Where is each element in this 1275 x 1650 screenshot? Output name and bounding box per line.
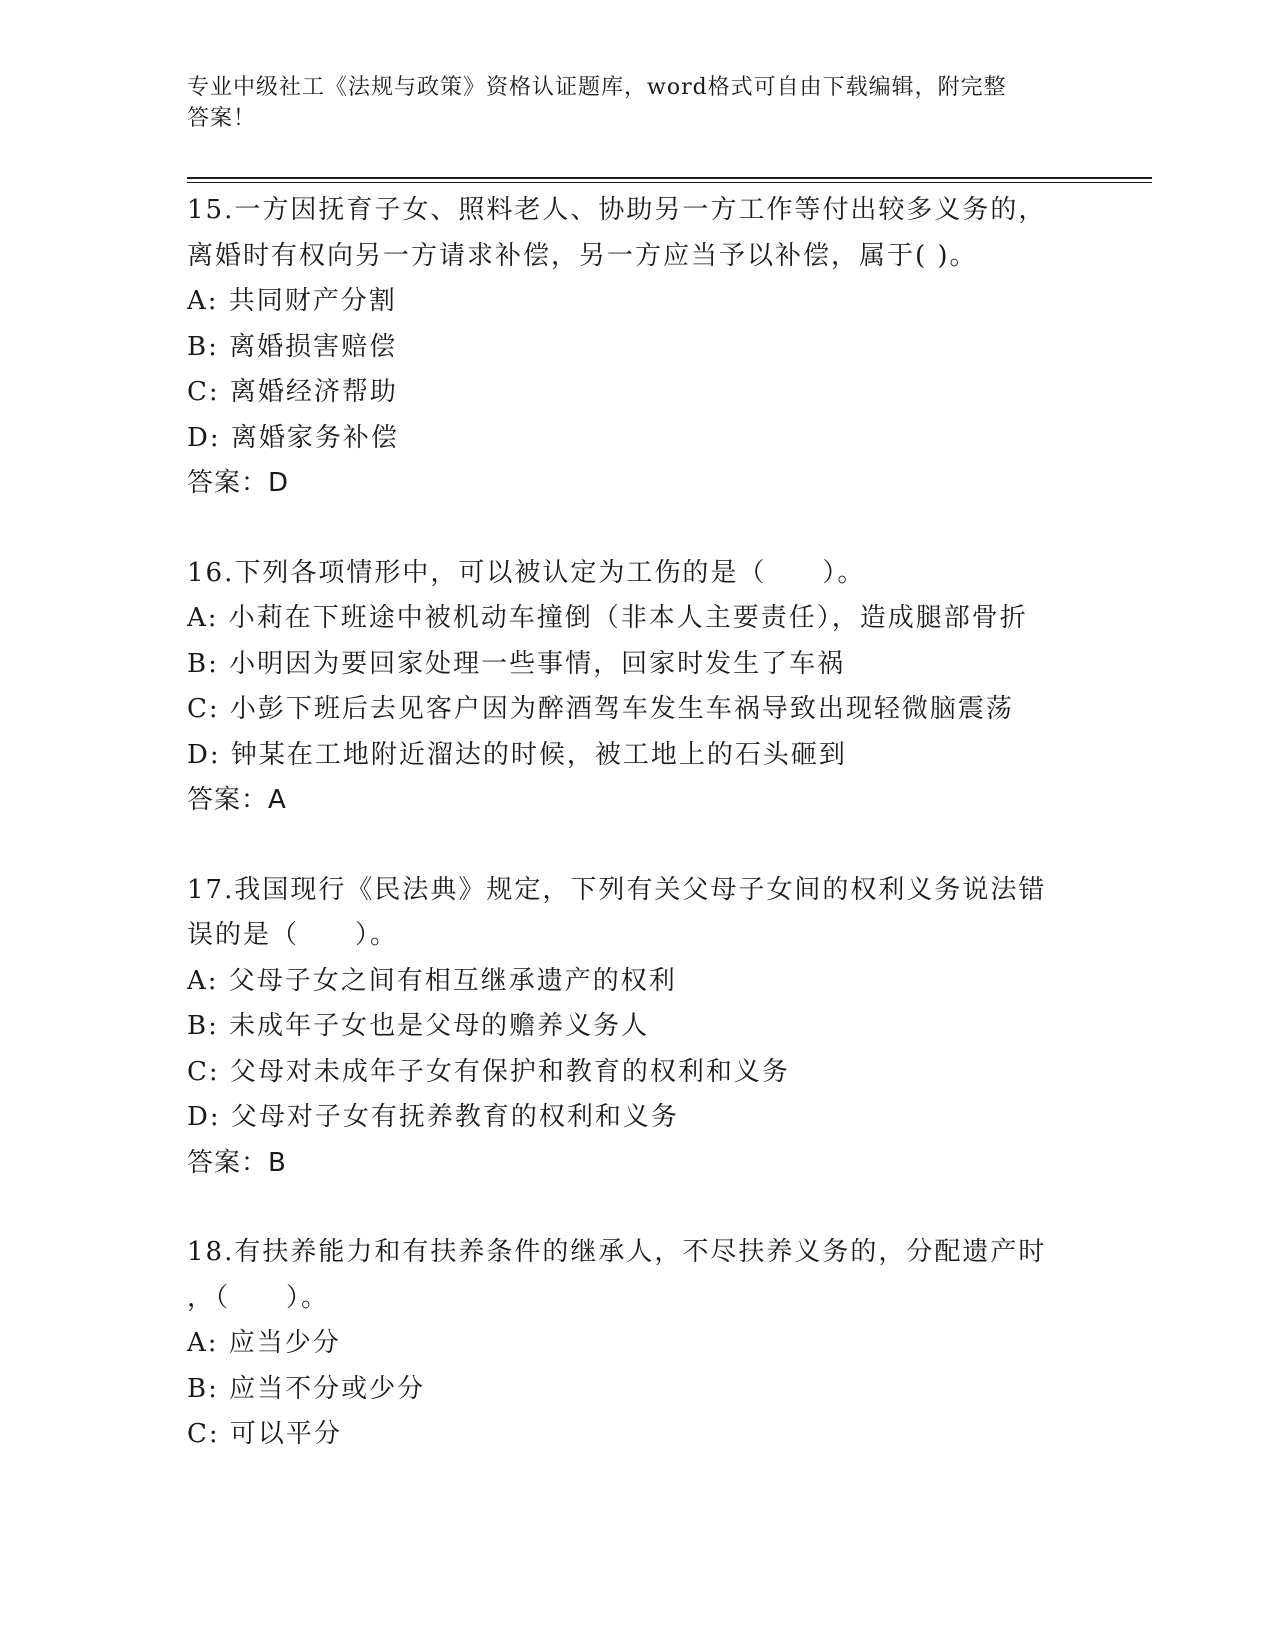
option-b: B: 未成年子女也是父母的赡养义务人 <box>187 1011 650 1041</box>
header-line-1: 专业中级社工《法规与政策》资格认证题库，word格式可自由下载编辑，附完整 <box>187 75 1007 100</box>
header-divider-thin <box>187 182 1152 183</box>
question-16 <box>187 551 1087 824</box>
answer-label: 答案：B <box>187 1147 287 1178</box>
option-a: A: 父母子女之间有相互继承遗产的权利 <box>187 965 677 996</box>
question-stem-line: 17.我国现行《民法典》规定，下列有关父母子女间的权利义务说法错 <box>187 874 1047 905</box>
option-c: C: 离婚经济帮助 <box>187 377 398 407</box>
question-stem-line: ，（ ）。 <box>187 1282 330 1313</box>
option-c: C: 可以平分 <box>187 1419 342 1449</box>
question-stem-line: 16.下列各项情形中，可以被认定为工伤的是（ ）。 <box>187 557 866 588</box>
option-b: B: 小明因为要回家处理一些事情，回家时发生了车祸 <box>187 648 846 679</box>
answer-label: 答案：D <box>187 468 290 498</box>
question-18 <box>187 1230 1087 1458</box>
option-a: A: 共同财产分割 <box>187 286 397 316</box>
option-a: A: 小莉在下班途中被机动车撞倒（非本人主要责任），造成腿部骨折 <box>187 603 1028 633</box>
question-stem-line: 18.有扶养能力和有扶养条件的继承人，不尽扶养义务的，分配遗产时 <box>187 1237 1047 1267</box>
option-c: C: 父母对未成年子女有保护和教育的权利和义务 <box>187 1056 790 1087</box>
option-d: D: 钟某在工地附近溜达的时候，被工地上的石头砸到 <box>187 739 847 770</box>
option-a: A: 应当少分 <box>187 1328 341 1358</box>
option-c: C: 小彭下班后去见客户因为醉酒驾车发生车祸导致出现轻微脑震荡 <box>187 694 1014 724</box>
option-b: B: 应当不分或少分 <box>187 1373 426 1404</box>
document-header <box>187 72 1067 134</box>
question-stem-line: 误的是（ ）。 <box>187 920 399 950</box>
option-d: D: 离婚家务补偿 <box>187 422 399 453</box>
question-15 <box>187 188 1087 507</box>
header-line-2: 答案！ <box>187 106 257 131</box>
question-17 <box>187 868 1087 1187</box>
option-b: B: 离婚损害赔偿 <box>187 331 398 362</box>
question-list <box>187 188 1087 1502</box>
question-stem-line: 15.一方因抚育子女、照料老人、协助另一方工作等付出较多义务的， <box>187 195 1047 225</box>
option-d: D: 父母对子女有抚养教育的权利和义务 <box>187 1102 679 1132</box>
answer-label: 答案：A <box>187 785 287 815</box>
header-divider-thick <box>187 177 1152 179</box>
question-stem-line: 离婚时有权向另一方请求补偿，另一方应当予以补偿，属于( )。 <box>187 240 978 271</box>
